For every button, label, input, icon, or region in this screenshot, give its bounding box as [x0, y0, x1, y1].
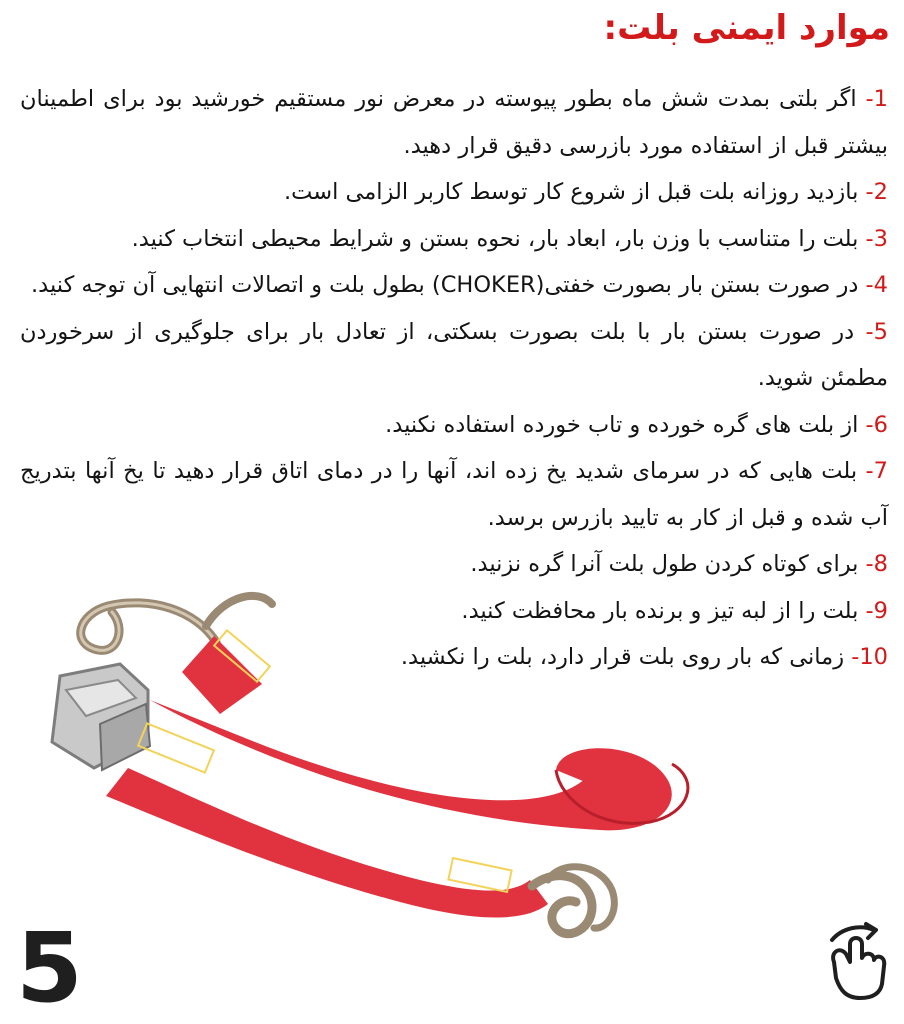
item-text: از بلت های گره خورده و تاب خورده استفاده نکنید.: [385, 411, 866, 438]
safety-list: [20, 76, 888, 681]
item-number: 10-: [851, 644, 888, 670]
item-text: بلت را از لبه تیز و برنده بار محافظت کنید.: [461, 597, 866, 624]
list-item: [20, 76, 888, 169]
item-text: برای کوتاه کردن طول بلت آنرا گره نزنید.: [470, 551, 866, 577]
pointing-hand-swipe-icon[interactable]: [816, 918, 892, 1002]
item-text: بازدید روزانه بلت قبل از شروع کار توسط کاربر الزامی است.: [283, 179, 866, 205]
list-item: [20, 588, 888, 635]
list-item: [20, 634, 888, 681]
page-title: موارد ایمنی بلت:: [603, 8, 890, 48]
item-number: 9-: [865, 597, 888, 624]
item-text: در صورت بستن بار بصورت خفتی(CHOKER) بطول بلت و اتصالات انتهایی آن توجه کنید.: [31, 272, 866, 298]
item-text: بلت هایی که در سرمای شدید یخ زده اند، آنها را در دمای اتاق قرار دهید تا یخ آنها بتدریج آب شده و قبل از کار به تایید بازرس برسد.: [20, 458, 888, 531]
page-number: 5: [16, 912, 83, 1024]
item-number: 1-: [865, 86, 888, 112]
list-item: [20, 216, 888, 263]
list-item: [20, 448, 888, 541]
item-text: بلت را متناسب با وزن بار، ابعاد بار، نحوه بستن و شرایط محیطی انتخاب کنید.: [131, 225, 866, 252]
item-number: 5-: [865, 318, 888, 345]
item-number: 3-: [865, 225, 888, 252]
item-text: در صورت بستن بار با بلت بصورت بسکتی، از تعادل بار برای جلوگیری از سرخوردن مطمئن شوید.: [20, 318, 888, 391]
item-number: 8-: [865, 551, 888, 577]
item-number: 6-: [865, 411, 888, 438]
item-text: اگر بلتی بمدت شش ماه بطور پیوسته در معرض نور مستقیم خورشید بود برای اطمینان بیشتر قبل از استفاده مورد بازرسی دقیق قرار دهید.: [20, 86, 888, 159]
list-item: [20, 262, 888, 309]
item-number: 2-: [865, 179, 888, 205]
item-number: 4-: [865, 272, 888, 298]
list-item: [20, 541, 888, 588]
list-item: [20, 309, 888, 402]
list-item: [20, 402, 888, 449]
item-number: 7-: [865, 458, 888, 484]
item-text: زمانی که بار روی بلت قرار دارد، بلت را نکشید.: [400, 644, 852, 670]
list-item: [20, 169, 888, 216]
